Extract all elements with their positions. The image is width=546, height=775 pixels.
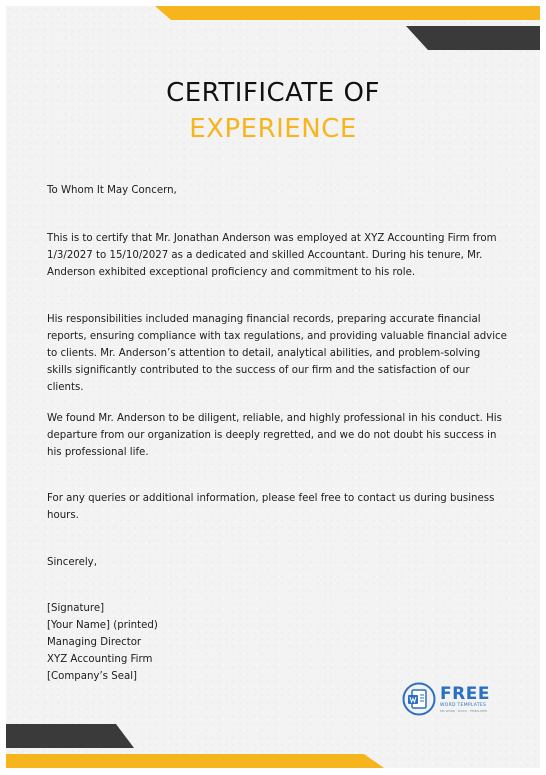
paragraph-responsibilities: His responsibilities included managing financial records, preparing accurate financial reports, ensuring compliance with tax regulations, and providing valuable financial advice to clients. Mr. Anderson’s attention to detail, analytical abilities, and problem-solving skills significantly contributed to the success of our firm and the satisfaction of our clients.: [47, 314, 507, 393]
certificate-title-line2: EXPERIENCE: [189, 114, 357, 144]
bottom-dark-bar: [6, 724, 134, 748]
closing: Sincerely,: [47, 557, 97, 568]
top-dark-bar: [406, 26, 540, 50]
word-document-icon: [402, 682, 436, 716]
company-seal: [Company’s Seal]: [47, 671, 138, 682]
paragraph-employment: This is to certify that Mr. Jonathan Anderson was employed at XYZ Accounting Firm from 1/3/2027 to 15/10/2027 as a dedicated and skilled Accountant. During his tenure, Mr. Anderson exhibited exceptional proficiency and commitment to his role.: [47, 233, 497, 278]
top-yellow-bar: [155, 6, 540, 20]
logo-tagline: MS WORD · DOCX · TEMPLATES: [440, 708, 488, 713]
company-name: XYZ Accounting Firm: [47, 654, 153, 665]
bottom-yellow-bar: [6, 754, 384, 768]
signature-block: [47, 600, 507, 685]
paragraph-contact: For any queries or additional information, please feel free to contact us during business hours.: [47, 493, 495, 521]
top-decorative-bars: [6, 6, 540, 56]
paragraph-conduct: We found Mr. Anderson to be diligent, reliable, and highly professional in his conduct. His departure from our organization is deeply regretted, and we do not doubt his success in his professional life.: [47, 413, 502, 458]
signature-placeholder: [Signature]: [47, 603, 105, 614]
position-title: Managing Director: [47, 637, 142, 648]
certificate-page: [6, 6, 540, 768]
certificate-title-line1: CERTIFICATE OF: [166, 78, 380, 108]
bottom-decorative-bars: [6, 718, 540, 768]
logo-sub-text: WORD TEMPLATES: [440, 702, 487, 708]
free-word-templates-logo: [402, 682, 490, 716]
salutation: To Whom It May Concern,: [47, 185, 177, 196]
logo-main-text: FREE: [440, 683, 490, 704]
printed-name: [Your Name] (printed): [47, 620, 158, 631]
